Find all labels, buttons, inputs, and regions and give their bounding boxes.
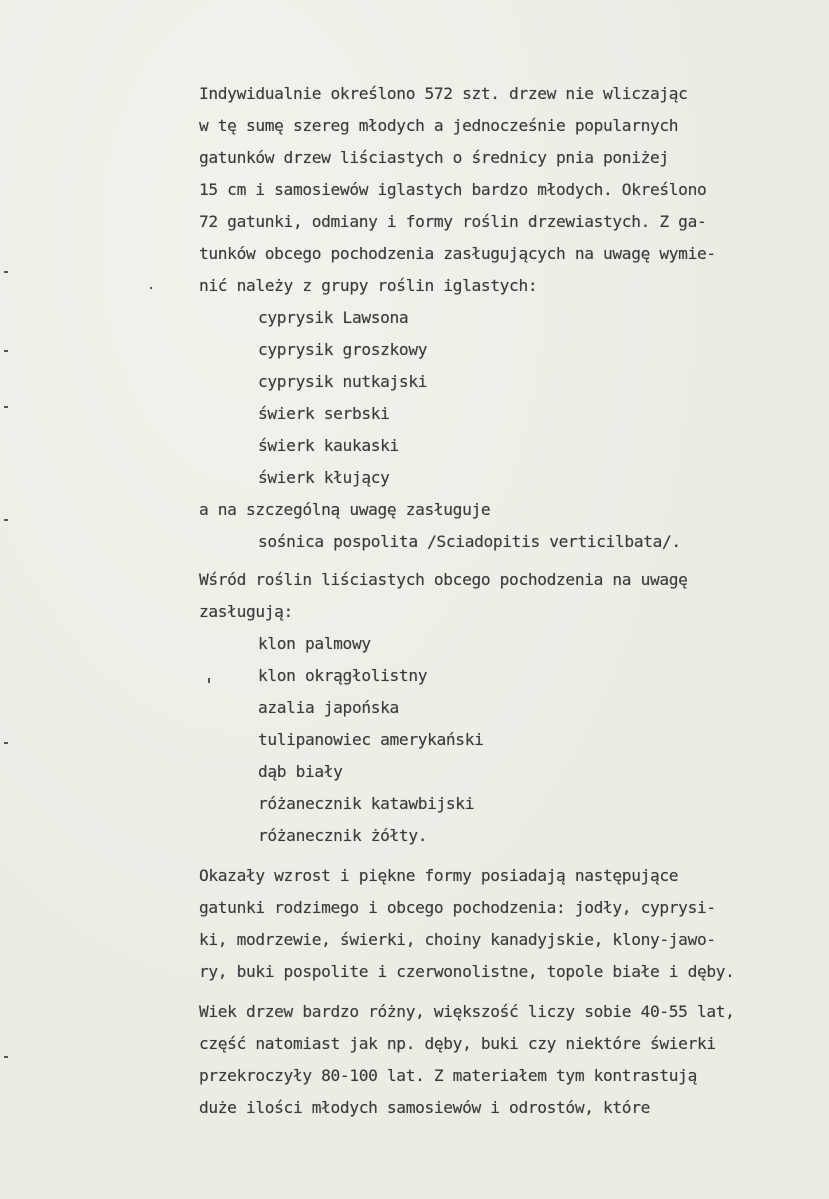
margin-mark	[4, 271, 8, 273]
margin-mark	[4, 519, 8, 521]
paragraph3-line: ki, modrzewie, świerki, choiny kanadyjskie, klony-jawo-	[199, 930, 716, 949]
conifer-list-item: świerk serbski	[258, 404, 390, 423]
paragraph4-line: duże ilości młodych samosiewów i odrostów, które	[199, 1098, 650, 1117]
deciduous-intro-line: zasługują:	[199, 602, 293, 621]
paragraph3-line: gatunki rodzimego i obcego pochodzenia: jodły, cyprysi-	[199, 898, 716, 917]
paragraph4-line: przekroczyły 80-100 lat. Z materiałem tym kontrastują	[199, 1066, 697, 1085]
conifer-list-item: świerk kaukaski	[258, 436, 399, 455]
margin-mark	[150, 287, 152, 289]
paragraph3-line: ry, buki pospolite i czerwonolistne, topole białe i dęby.	[199, 962, 735, 981]
deciduous-list-item: różanecznik żółty.	[258, 826, 428, 845]
paragraph1-line: 15 cm i samosiewów iglastych bardzo młodych. Określono	[199, 180, 707, 199]
conifer-list-item: cyprysik groszkowy	[258, 340, 428, 359]
margin-mark	[4, 742, 8, 744]
deciduous-list-item: dąb biały	[258, 762, 343, 781]
margin-mark	[4, 406, 8, 408]
paragraph1-line: gatunków drzew liściastych o średnicy pnia poniżej	[199, 148, 669, 167]
paragraph1-line: 72 gatunki, odmiany i formy roślin drzewiastych. Z ga-	[199, 212, 707, 231]
deciduous-list-item: różanecznik katawbijski	[258, 794, 475, 813]
paragraph1-line: tunków obcego pochodzenia zasługujących na uwagę wymie-	[199, 244, 716, 263]
paragraph4-line: część natomiast jak np. dęby, buki czy niektóre świerki	[199, 1034, 716, 1053]
deciduous-intro-line: Wśród roślin liściastych obcego pochodzenia na uwagę	[199, 570, 688, 589]
deciduous-list-item: tulipanowiec amerykański	[258, 730, 484, 749]
paragraph1-line: w tę sumę szereg młodych a jednocześnie popularnych	[199, 116, 679, 135]
margin-mark	[4, 350, 8, 352]
paragraph1-line: Indywidualnie określono 572 szt. drzew nie wliczając	[199, 84, 688, 103]
paragraph3-line: Okazały wzrost i piękne formy posiadają następujące	[199, 866, 679, 885]
margin-mark	[4, 1056, 8, 1058]
deciduous-list-item: azalia japońska	[258, 698, 399, 717]
conifer-list-item: świerk kłujący	[258, 468, 390, 487]
deciduous-list-item: klon palmowy	[258, 634, 371, 653]
conifer-list-item: cyprysik nutkajski	[258, 372, 428, 391]
paragraph1-line: nić należy z grupy roślin iglastych:	[199, 276, 538, 295]
paragraph4-line: Wiek drzew bardzo różny, większość liczy sobie 40-55 lat,	[199, 1002, 735, 1021]
special-item: sośnica pospolita /Sciadopitis verticilbata/.	[258, 532, 681, 551]
deciduous-list-item: klon okrągłolistny	[258, 666, 428, 685]
margin-mark	[208, 678, 210, 683]
conifer-list-item: cyprysik Lawsona	[258, 308, 409, 327]
special-intro: a na szczególną uwagę zasługuje	[199, 500, 491, 519]
